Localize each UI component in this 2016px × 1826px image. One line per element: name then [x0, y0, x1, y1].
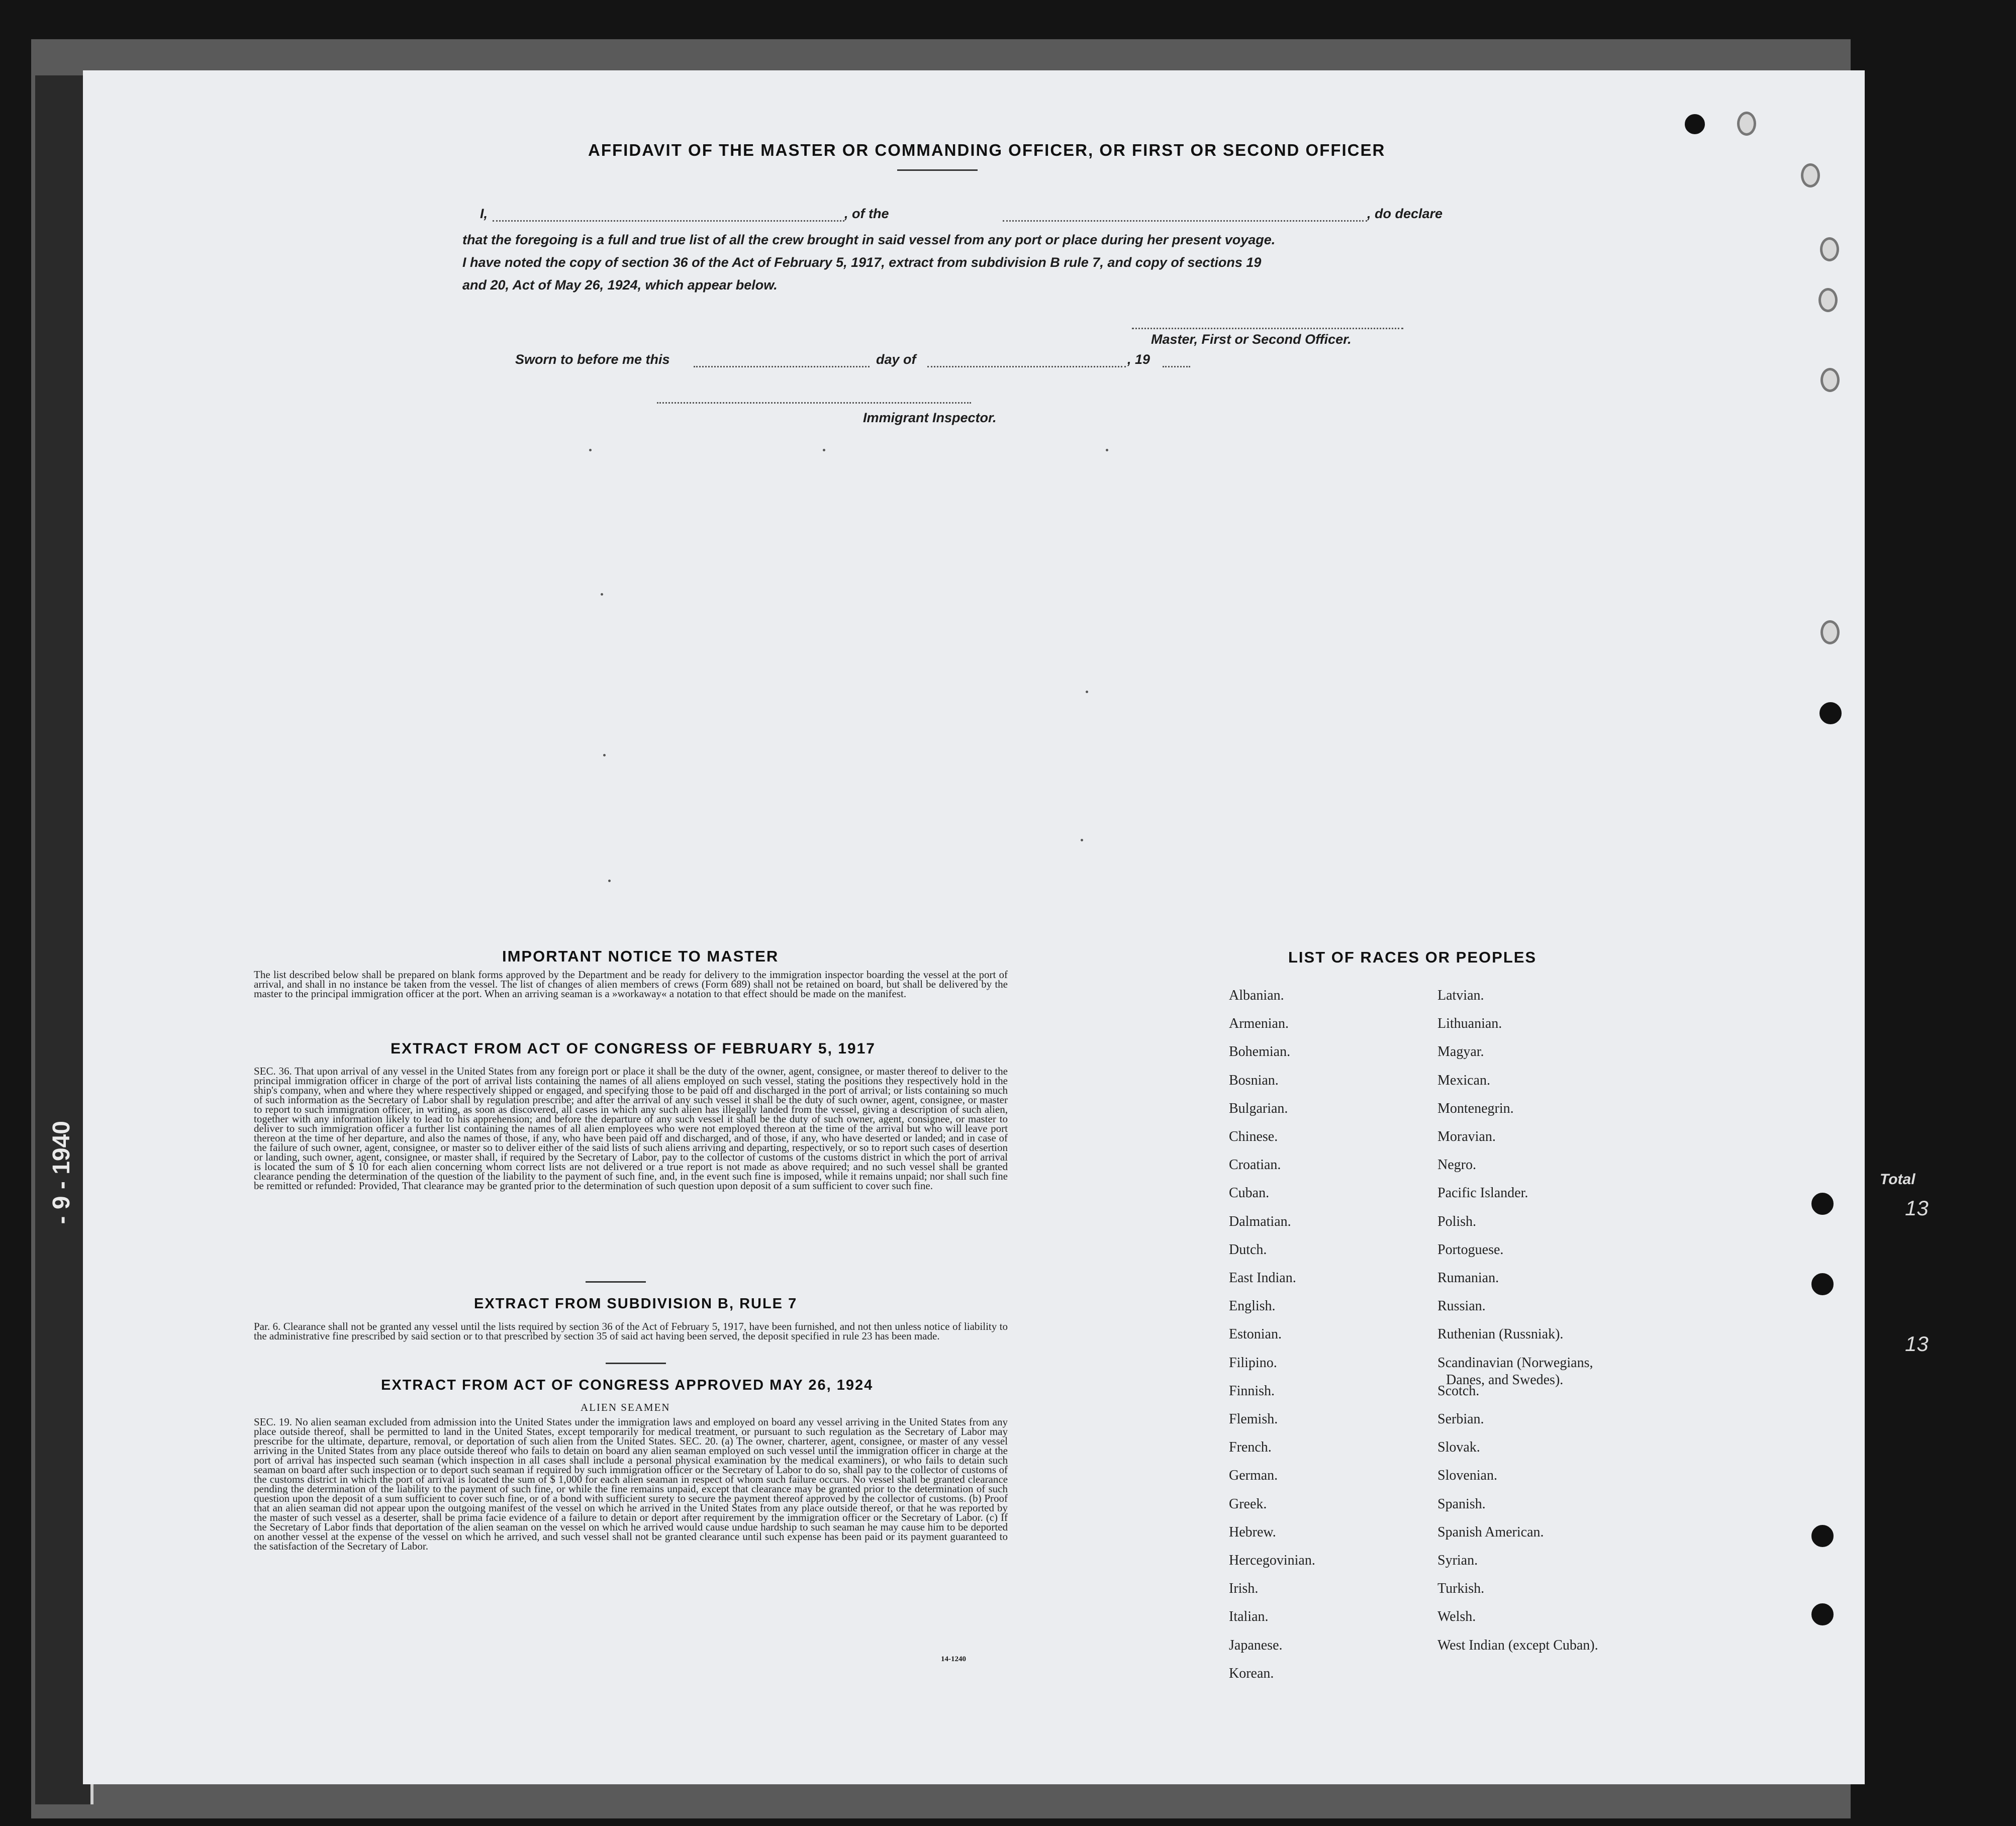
- race-item: Spanish.: [1437, 1496, 1486, 1512]
- sworn-year-blank[interactable]: [1163, 366, 1190, 367]
- race-item: Serbian.: [1437, 1411, 1484, 1427]
- binder-hole: [1819, 702, 1842, 724]
- margin-total-value-1: 13: [1905, 1196, 1929, 1220]
- binder-hole: [1820, 368, 1840, 392]
- affidavit-line4: and 20, Act of May 26, 1924, which appear below.: [462, 277, 778, 293]
- race-item: Japanese.: [1229, 1638, 1283, 1653]
- sworn-year: , 19: [1127, 352, 1150, 367]
- race-item: Welsh.: [1437, 1609, 1476, 1624]
- form-number: 14-1240: [941, 1655, 966, 1663]
- race-item: Slovenian.: [1437, 1468, 1497, 1483]
- race-item: Croatian.: [1229, 1157, 1281, 1173]
- master-name-blank[interactable]: [493, 220, 844, 222]
- binder-hole: [1811, 1525, 1834, 1547]
- race-item: Armenian.: [1229, 1016, 1289, 1031]
- master-signature-blank[interactable]: [1132, 328, 1403, 329]
- guide-dot: [601, 593, 603, 596]
- race-item: Moravian.: [1437, 1129, 1496, 1144]
- binder-hole: [1801, 163, 1820, 187]
- extract-1924-text: SEC. 19. No alien seaman excluded from admission into the United States under the immigration laws and employed on board any vessel arriving in the United States from any place outside thereof, shall be permitted to land in the United States, except temporarily for medical treatment, or pursuant to such regulation as the Secretary of Labor may prescribe for the ultimate, departure, removal, or deportation of such alien from the United States. SEC. 20. (a) The owner, charterer, agent, consignee, or master of any vessel arriving in the United States from any place outside thereof who fails to detain on board any alien seaman employed on such vessel until the immigration officer in charge at the port of arrival has inspected such seaman (which inspection in all cases shall include a personal physical examination by the medical examiners), or who fails to detain such seaman on board after such inspection or to deport such seaman if required by such immigration officer or the Secretary of Labor to do so, shall pay to the collector of customs of the customs district in which the port of arrival is located the sum of $ 1,000 for each alien seaman in respect of whom such failure occurs. No vessel shall be granted clearance pending the determination of the liability to the payment of such fine, or while the fine remains unpaid, except that clearance may be granted prior to the determination of such question upon the deposit of a sum sufficient to cover such fine, or of a bond with sufficient surety to secure the payment thereof approved by the collector of customs. (b) Proof that an alien seaman did not appear upon the outgoing manifest of the vessel on which he arrived in the United States from any place outside thereof, or that he was reported by the master of such vessel as a deserter, shall be prima facie evidence of a failure to detain or deport after requirement by the immigration officer or the Secretary of Labor. (c) If the Secretary of Labor finds that deportation of the alien seaman on the vessel on which he arrived would cause undue hardship to such seaman he may cause him to be deported on another vessel at the expense of the vessel on which he arrived, and such vessel shall not be granted clearance until such expense has been paid or its payment guaranteed to the satisfaction of the Secretary of Labor.: [254, 1416, 1008, 1552]
- extract-1917-text: SEC. 36. That upon arrival of any vessel in the United States from any foreign port or place it shall be the duty of the owner, agent, consignee, or master thereof to deliver to the principal immigration officer in charge of the port of arrival lists containing the names of all aliens employed on such vessel, stating the positions they respectively hold in the ship's company, when and where they where respectively shipped or engaged, and specifying those to be paid off and discharged in the port of arrival; or lists containing so much of such information as the Secretary of Labor shall by regulation prescribe; and after the arrival of any such vessel it shall be the duty of such owner, agent, consignee, or master to report to such immigration officer, in writing, as soon as discovered, all cases in which any such alien has illegally landed from the vessel, giving a description of such alien, together with any information likely to lead to his apprehension; and before the departure of any such vessel it shall be the duty of such owner, agent, consignee, or master to deliver to such immigration officer a further list containing the names of all alien employees who were not employed thereon at the time of the arrival but who will leave port thereon at the time of her departure, and also the names of those, if any, who have been paid off and discharged, and of those, if any, who have deserted or landed; and in case of the failure of such owner, agent, consignee, or master so to deliver either of the said lists of such aliens arriving and departing, respectively, or so to report such cases of desertion or landing, such owner, agent, consignee, or master shall, if required by the Secretary of Labor, pay to the collector of customs of the customs district in which the port of arrival is located the sum of $ 10 for each alien concerning whom correct lists are not delivered or a true report is not made as above required; and no such vessel shall be granted clearance pending the determination of the question of the liability to the payment of such fine, and, in the event such fine is imposed, while it remains unpaid; nor shall such fine be remitted or refunded: Provided, That clearance may be granted prior to the determination of such question upon deposit of a sum sufficient to cover such fine.: [254, 1065, 1008, 1192]
- race-item: Pacific Islander.: [1437, 1185, 1528, 1201]
- affidavit-title: AFFIDAVIT OF THE MASTER OR COMMANDING OFFICER, OR FIRST OR SECOND OFFICER: [588, 141, 1386, 159]
- binder-hole: [1811, 1273, 1834, 1295]
- binder-hole: [1685, 114, 1705, 134]
- guide-dot: [608, 880, 611, 882]
- race-item: Ruthenian (Russniak).: [1437, 1326, 1564, 1342]
- race-item: Hercegovinian.: [1229, 1553, 1315, 1568]
- race-item: English.: [1229, 1298, 1276, 1314]
- race-item: French.: [1229, 1439, 1272, 1455]
- binder-hole: [1820, 620, 1840, 644]
- race-item: Albanian.: [1229, 988, 1284, 1003]
- extract-1917-rule: [586, 1281, 646, 1283]
- race-item: Greek.: [1229, 1496, 1267, 1512]
- inspector-label: Immigrant Inspector.: [863, 410, 997, 425]
- race-item: Bohemian.: [1229, 1044, 1291, 1060]
- race-item: Estonian.: [1229, 1326, 1282, 1342]
- binder-hole: [1737, 112, 1756, 136]
- race-item: Chinese.: [1229, 1129, 1278, 1144]
- race-item: Polish.: [1437, 1214, 1477, 1229]
- extract-1917-title: EXTRACT FROM ACT OF CONGRESS OF FEBRUARY 5, 1917: [391, 1040, 876, 1057]
- guide-dot: [589, 449, 592, 451]
- race-item: Rumanian.: [1437, 1270, 1499, 1286]
- race-item: Slovak.: [1437, 1439, 1480, 1455]
- notice-text: The list described below shall be prepared on blank forms approved by the Department and be ready for delivery to the immigration inspector boarding the vessel at the port of arrival, and shall in no instance be taken from the vessel. The list of changes of alien members of crews (Form 689) shall not be retained on board, but shall be delivered by the master to the principal immigration officer at the port. When an arriving seaman is a »workaway« a notation to that effect should be made on the manifest.: [254, 969, 1008, 1000]
- affidavit-title-rule: [897, 169, 978, 171]
- race-item: Bulgarian.: [1229, 1101, 1288, 1116]
- sworn-day-of: day of: [876, 352, 916, 367]
- inspector-signature-blank[interactable]: [657, 402, 971, 404]
- race-item: Cuban.: [1229, 1185, 1270, 1201]
- races-title: LIST OF RACES OR PEOPLES: [1288, 948, 1537, 966]
- race-item: Scandinavian (Norwegians,: [1437, 1355, 1593, 1371]
- binder-hole: [1811, 1603, 1834, 1625]
- race-item: Mexican.: [1437, 1073, 1490, 1088]
- extract-rule7-rule: [606, 1363, 666, 1364]
- sworn-prefix: Sworn to before me this: [515, 352, 670, 367]
- sworn-month-blank[interactable]: [927, 366, 1126, 367]
- vessel-name-blank[interactable]: [1003, 220, 1367, 222]
- race-item: Spanish American.: [1437, 1524, 1544, 1540]
- race-item: Negro.: [1437, 1157, 1476, 1173]
- extract-rule7-title: EXTRACT FROM SUBDIVISION B, RULE 7: [474, 1296, 798, 1312]
- margin-total-value-2: 13: [1905, 1332, 1929, 1356]
- race-item: Irish.: [1229, 1581, 1259, 1596]
- notice-title: IMPORTANT NOTICE TO MASTER: [502, 947, 779, 965]
- extract-1924-title: EXTRACT FROM ACT OF CONGRESS APPROVED MAY 26, 1924: [381, 1377, 874, 1393]
- affidavit-line1-i: I,: [480, 206, 488, 221]
- race-item: Syrian.: [1437, 1553, 1478, 1568]
- guide-dot: [1086, 691, 1088, 693]
- binder-hole: [1820, 237, 1839, 261]
- guide-dot: [1106, 449, 1108, 451]
- race-item: Lithuanian.: [1437, 1016, 1502, 1031]
- race-item: Turkish.: [1437, 1581, 1485, 1596]
- affidavit-line2: that the foregoing is a full and true list of all the crew brought in said vessel from any port or place during her present voyage.: [462, 232, 1276, 247]
- race-item: Montenegrin.: [1437, 1101, 1514, 1116]
- race-item: Italian.: [1229, 1609, 1269, 1624]
- race-item: Dutch.: [1229, 1242, 1267, 1258]
- guide-dot: [603, 754, 606, 756]
- race-item: Latvian.: [1437, 988, 1484, 1003]
- affidavit-line1-do-declare: , do declare: [1367, 206, 1443, 221]
- race-item: Korean.: [1229, 1666, 1274, 1681]
- race-item: German.: [1229, 1468, 1278, 1483]
- race-item: Portoguese.: [1437, 1242, 1504, 1258]
- race-item: Hebrew.: [1229, 1524, 1276, 1540]
- master-signature-label: Master, First or Second Officer.: [1151, 332, 1352, 347]
- extract-1924-subtitle: ALIEN SEAMEN: [581, 1401, 670, 1413]
- crew-list-form-page: [83, 70, 1865, 1784]
- race-item: Bosnian.: [1229, 1073, 1279, 1088]
- binder-hole: [1818, 288, 1838, 312]
- race-item: Dalmatian.: [1229, 1214, 1291, 1229]
- race-item: Finnish.: [1229, 1383, 1275, 1399]
- race-item: West Indian (except Cuban).: [1437, 1638, 1598, 1653]
- race-item: Scotch.: [1437, 1383, 1480, 1399]
- race-item: Flemish.: [1229, 1411, 1278, 1427]
- guide-dot: [823, 449, 825, 451]
- affidavit-line3: I have noted the copy of section 36 of the Act of February 5, 1917, extract from subdivision B rule 7, and copy of sections 19: [462, 255, 1262, 270]
- race-item: Danes, and Swedes).: [1446, 1372, 1564, 1388]
- margin-date-stamp: - 9 - 1940: [48, 1121, 75, 1224]
- affidavit-line1-of-the: , of the: [844, 206, 889, 221]
- binder-hole: [1811, 1193, 1834, 1215]
- extract-rule7-text: Par. 6. Clearance shall not be granted any vessel until the lists required by section 36 of the Act of February 5, 1917, have been furnished, and not then unless notice of liability to the administrative fine prescribed by said section or to that prescribed by section 35 of said act having been served, the deposit specified in rule 23 has been made.: [254, 1320, 1008, 1342]
- race-item: Magyar.: [1437, 1044, 1484, 1060]
- race-item: East Indian.: [1229, 1270, 1296, 1286]
- race-item: Russian.: [1437, 1298, 1486, 1314]
- guide-dot: [1081, 839, 1083, 841]
- margin-total-label: Total: [1880, 1171, 1915, 1188]
- sworn-day-blank[interactable]: [694, 366, 870, 367]
- race-item: Filipino.: [1229, 1355, 1277, 1371]
